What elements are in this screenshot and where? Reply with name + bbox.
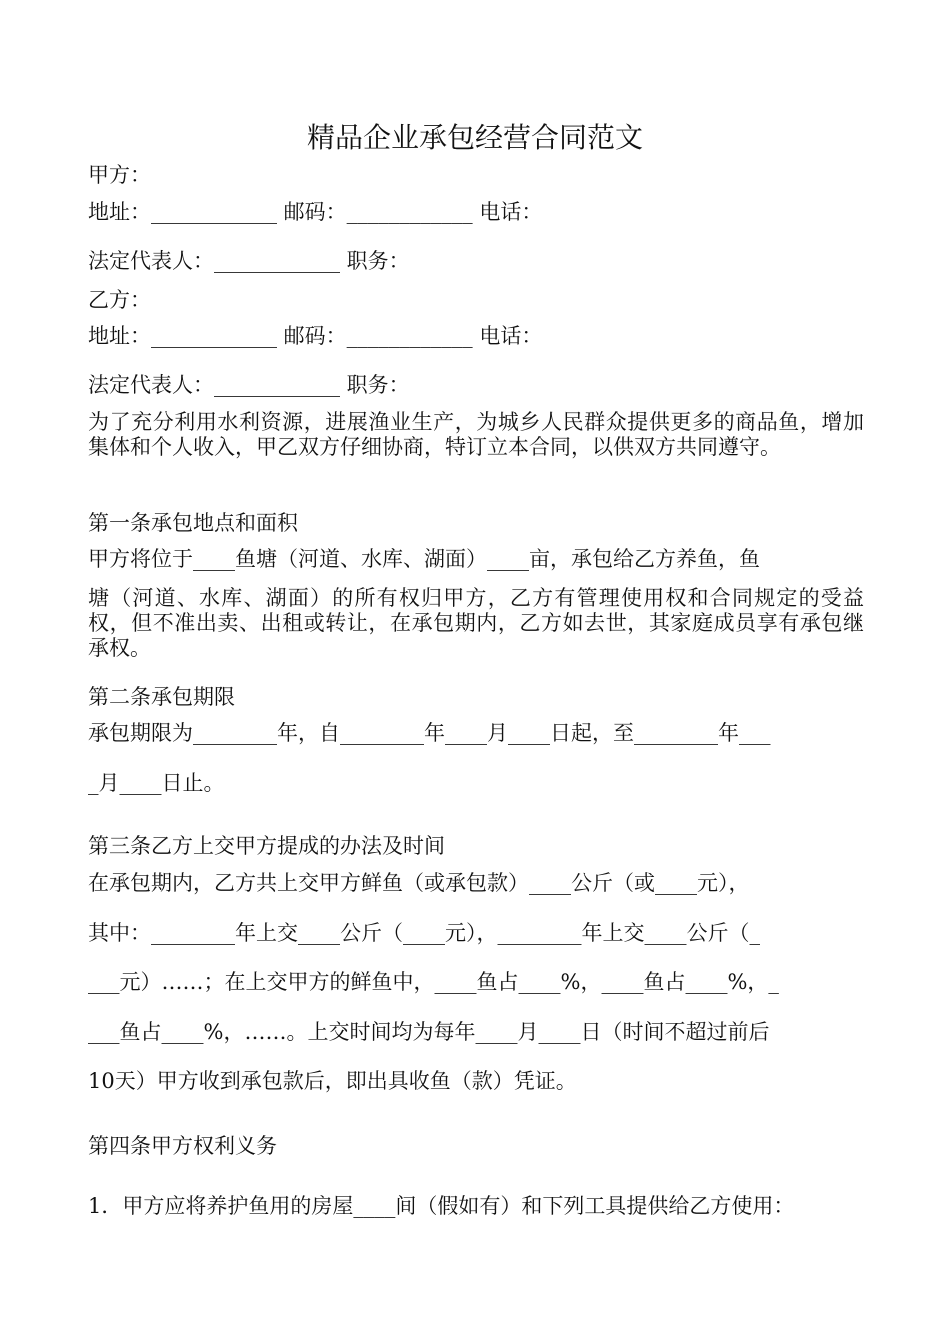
article-4-heading: 第四条甲方权利义务	[88, 1134, 277, 1158]
article-3-line-5: 10天）甲方收到承包款后，即出具收鱼（款）凭证。	[88, 1069, 577, 1093]
party-b-address-line: 地址：____________ 邮码：____________ 电话：	[88, 324, 543, 348]
article-1-line-1: 甲方将位于____鱼塘（河道、水库、湖面）____亩，承包给乙方养鱼，鱼	[88, 547, 760, 571]
article-1-body: 塘（河道、水库、湖面）的所有权归甲方，乙方有管理使用权和合同规定的受益权，但不准出卖、出租或转让，在承包期内，乙方如去世，其家庭成员享有承包继承权。	[88, 586, 864, 660]
document-title: 精品企业承包经营合同范文	[306, 121, 643, 154]
article-3-line-1: 在承包期内，乙方共上交甲方鲜鱼（或承包款）____公斤（或____元），	[88, 871, 750, 895]
party-a-address-line: 地址：____________ 邮码：____________ 电话：	[88, 200, 543, 224]
article-3-line-4: ___鱼占____%，……。上交时间均为每年____月____日（时间不超过前后	[88, 1020, 770, 1044]
article-2-line-1: 承包期限为________年，自________年____月____日起，至________年___	[88, 721, 771, 745]
intro-paragraph: 为了充分利用水利资源，进展渔业生产，为城乡人民群众提供更多的商品鱼，增加集体和个人收入，甲乙双方仔细协商，特订立本合同，以供双方共同遵守。	[88, 410, 864, 459]
article-3-line-2: 其中：________年上交____公斤（____元），________年上交____公斤（_	[88, 921, 760, 945]
party-a-representative-line: 法定代表人：____________ 职务：	[88, 249, 410, 273]
article-3-heading: 第三条乙方上交甲方提成的办法及时间	[88, 834, 445, 858]
article-4-item-1: 1．甲方应将养护鱼用的房屋____间（假如有）和下列工具提供给乙方使用：	[88, 1194, 795, 1218]
article-3-line-3: ___元）……；在上交甲方的鲜鱼中，____鱼占____%，____鱼占____%，_	[88, 970, 779, 994]
article-1-heading: 第一条承包地点和面积	[88, 511, 298, 535]
party-a-label: 甲方：	[88, 163, 151, 187]
party-b-label: 乙方：	[88, 288, 151, 312]
party-b-representative-line: 法定代表人：____________ 职务：	[88, 373, 410, 397]
article-2-heading: 第二条承包期限	[88, 685, 235, 709]
article-2-line-2: _月____日止。	[88, 771, 225, 795]
